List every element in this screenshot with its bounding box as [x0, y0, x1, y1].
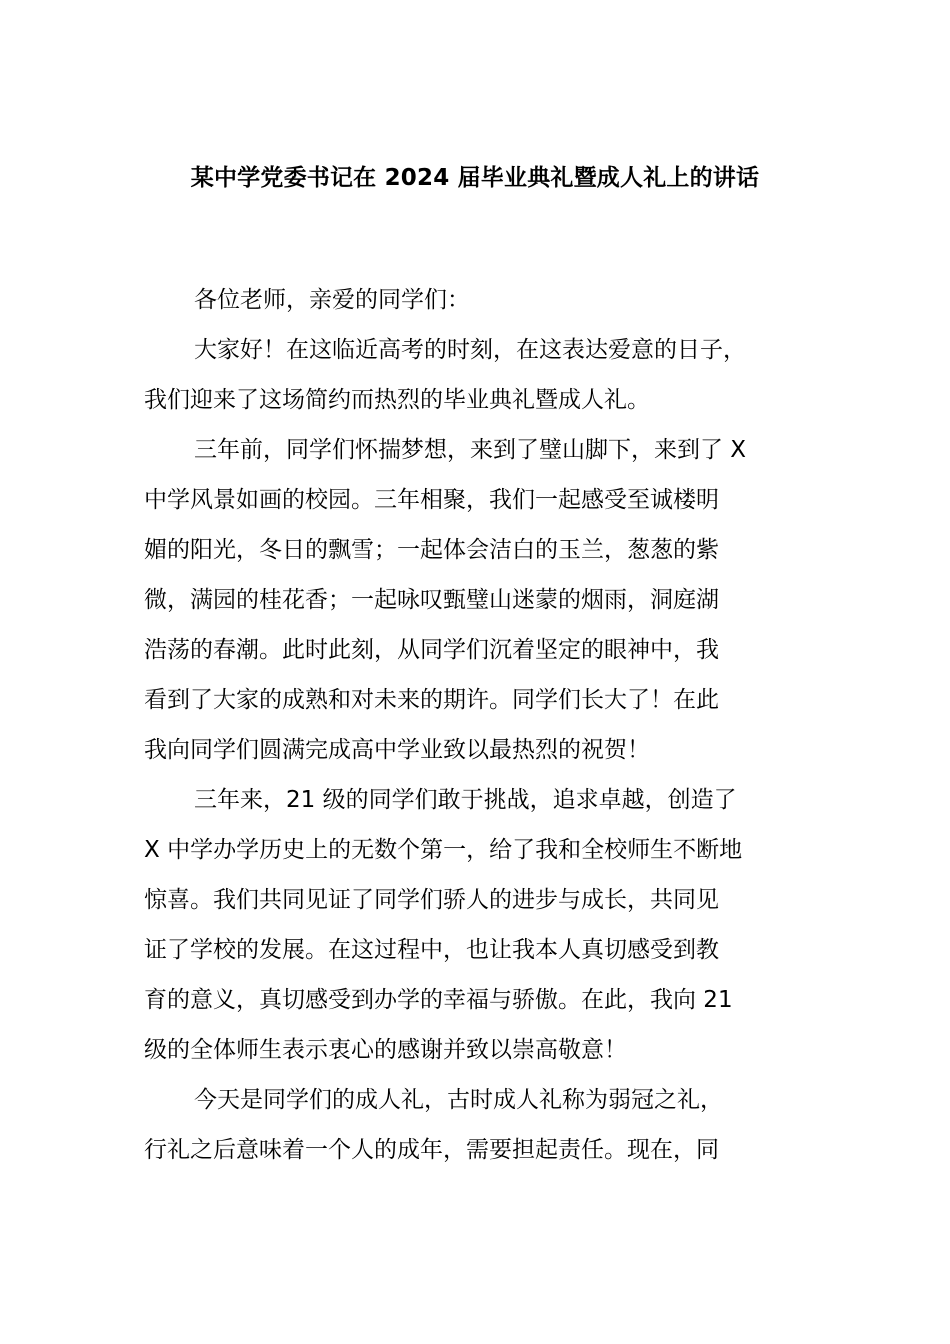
paragraph-2-line-2: 中学风景如画的校园。三年相聚，我们一起感受至诚楼明 — [144, 487, 719, 513]
paragraph-3-line-4: 证了学校的发展。在这过程中，也让我本人真切感受到教 — [144, 937, 719, 963]
document-title: 某中学党委书记在 2024 届毕业典礼暨成人礼上的讲话 — [190, 165, 760, 191]
paragraph-3-line-5: 育的意义，真切感受到办学的幸福与骄傲。在此，我向 21 — [144, 987, 733, 1013]
paragraph-3-line-3: 惊喜。我们共同见证了同学们骄人的进步与成长，共同见 — [144, 887, 719, 913]
paragraph-1-line-1: 大家好！在这临近高考的时刻，在这表达爱意的日子， — [194, 337, 746, 363]
paragraph-4-line-1: 今天是同学们的成人礼，古时成人礼称为弱冠之礼， — [194, 1087, 723, 1113]
paragraph-2-line-6: 看到了大家的成熟和对未来的期许。同学们长大了！在此 — [144, 687, 719, 713]
paragraph-2-line-1: 三年前，同学们怀揣梦想，来到了璧山脚下，来到了 X — [194, 437, 747, 463]
salutation-line: 各位老师，亲爱的同学们： — [194, 287, 470, 313]
paragraph-2-line-4: 微，满园的桂花香；一起咏叹甄璧山迷蒙的烟雨，洞庭湖 — [144, 587, 719, 613]
paragraph-2-line-5: 浩荡的春潮。此时此刻，从同学们沉着坚定的眼神中，我 — [144, 637, 719, 663]
paragraph-2-line-3: 媚的阳光，冬日的飘雪；一起体会洁白的玉兰，葱葱的紫 — [144, 537, 719, 563]
paragraph-2-line-7: 我向同学们圆满完成高中学业致以最热烈的祝贺！ — [144, 737, 650, 763]
paragraph-3-line-1: 三年来，21 级的同学们敢于挑战，追求卓越，创造了 — [194, 787, 737, 813]
paragraph-1-line-2: 我们迎来了这场简约而热烈的毕业典礼暨成人礼。 — [144, 387, 650, 413]
paragraph-3-line-2: X 中学办学历史上的无数个第一，给了我和全校师生不断地 — [144, 837, 743, 863]
paragraph-4-line-2: 行礼之后意味着一个人的成年，需要担起责任。现在，同 — [144, 1137, 719, 1163]
paragraph-3-line-6: 级的全体师生表示衷心的感谢并致以崇高敬意！ — [144, 1037, 627, 1063]
